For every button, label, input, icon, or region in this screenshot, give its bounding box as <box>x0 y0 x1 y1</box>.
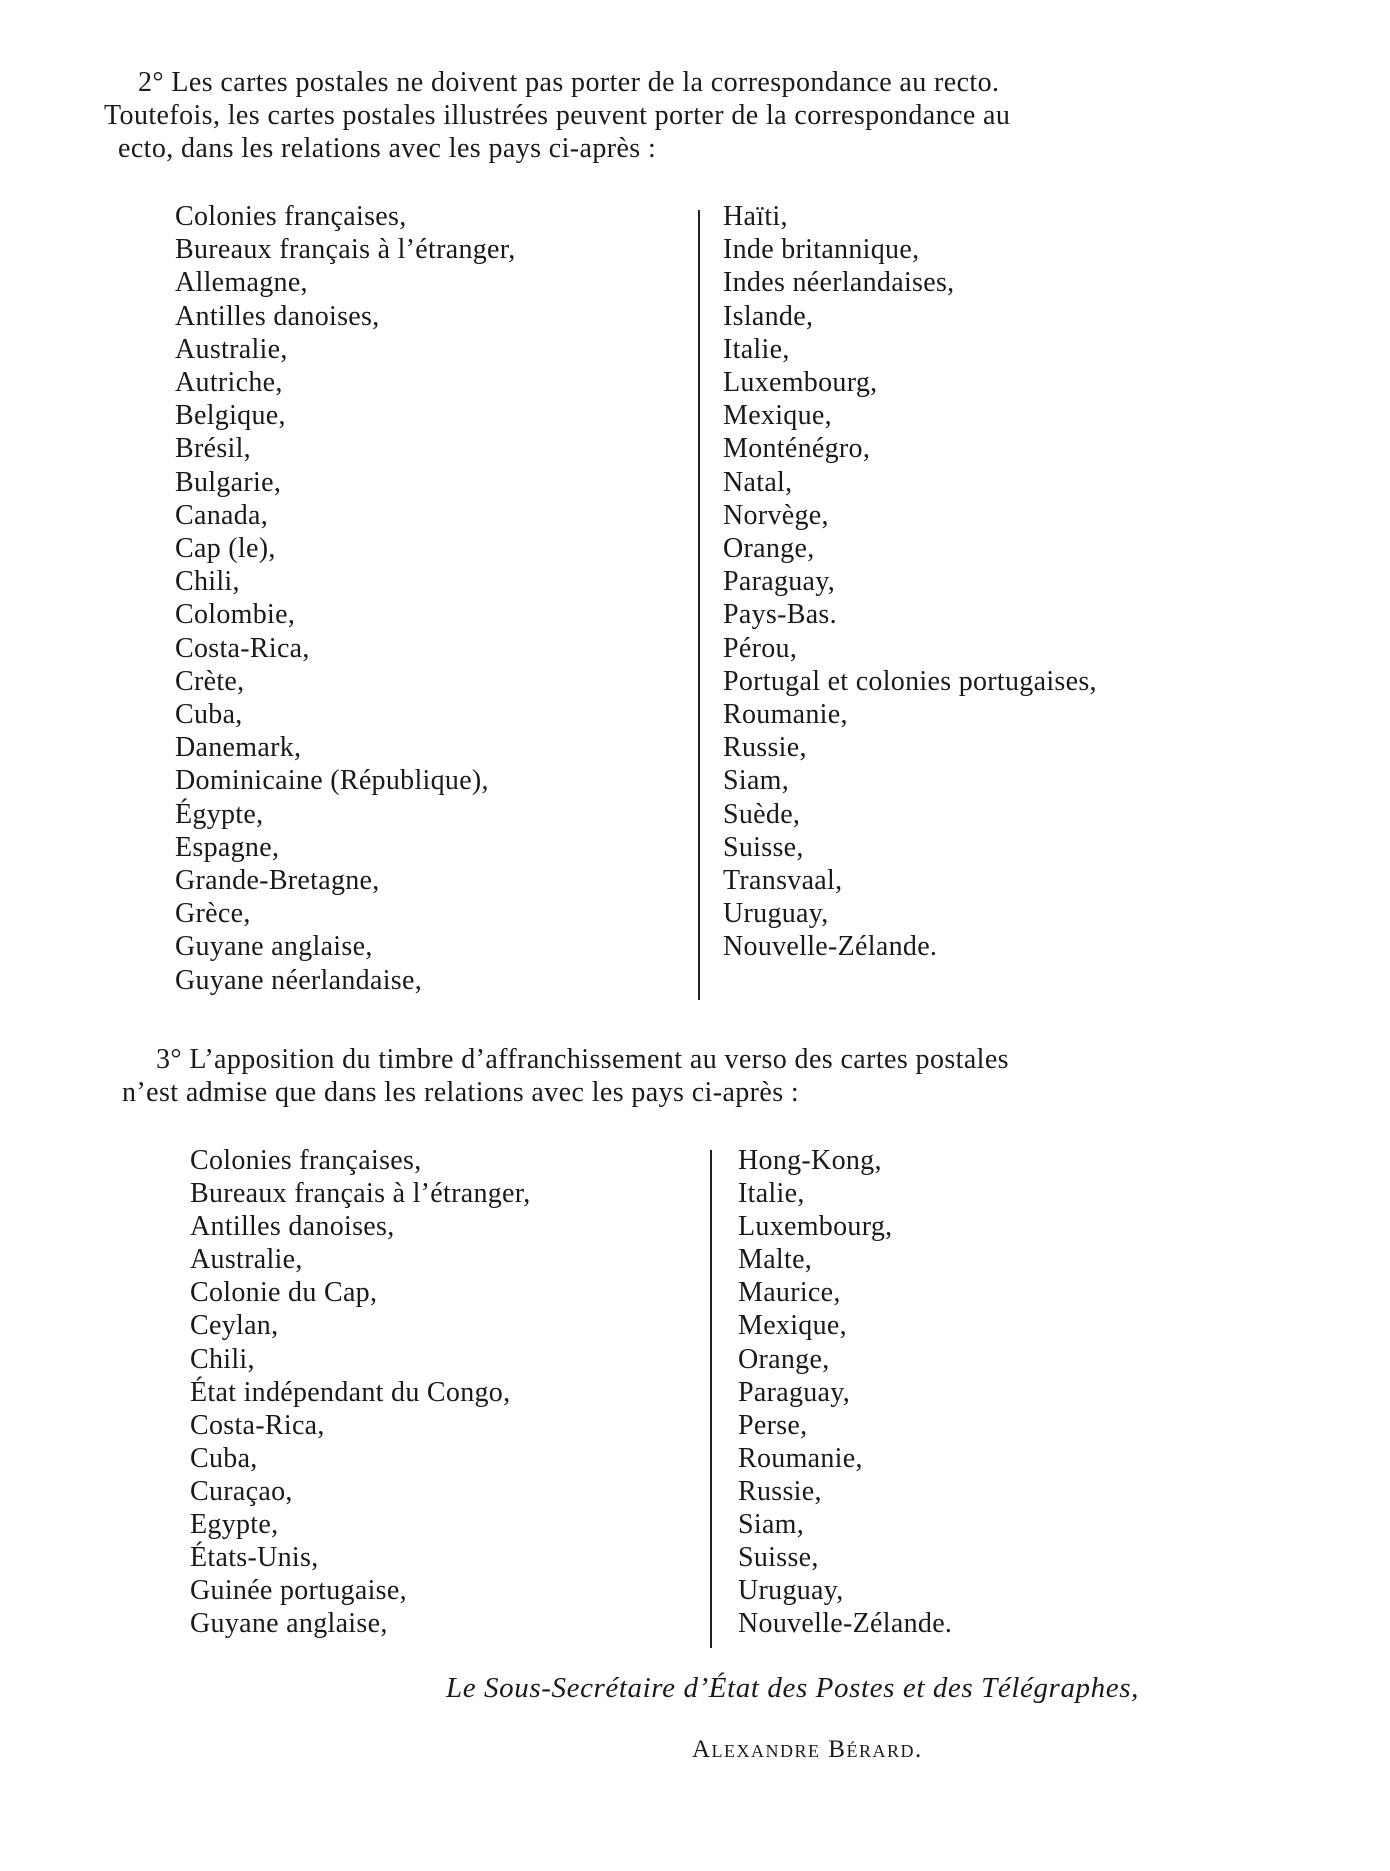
country-list-item: Australie, <box>190 1244 303 1276</box>
country-list-item: Antilles danoises, <box>190 1211 395 1243</box>
country-list-item: Grèce, <box>175 898 251 930</box>
country-list-item: États-Unis, <box>190 1542 319 1574</box>
country-list-item: Canada, <box>175 499 269 531</box>
country-list-item: Transvaal, <box>723 865 843 897</box>
country-list-item: Hong-Kong, <box>738 1145 882 1176</box>
country-list-item: Suisse, <box>723 831 804 863</box>
country-list-item: Costa-Rica, <box>175 632 310 664</box>
country-list-item: Autriche, <box>175 367 283 399</box>
section3-line: 3° L’apposition du timbre d’affranchissement au verso des cartes postales <box>156 1044 1009 1075</box>
country-list-item: Guyane néerlandaise, <box>175 964 422 996</box>
section3-line: n’est admise que dans les relations avec les pays ci-après : <box>122 1077 800 1108</box>
country-list-item: Cuba, <box>190 1442 258 1474</box>
country-list-item: Chili, <box>190 1343 255 1375</box>
country-list-item: Roumanie, <box>723 699 848 731</box>
section2-line: 2° Les cartes postales ne doivent pas porter de la correspondance au recto. <box>138 67 1000 98</box>
country-list-item: Siam, <box>738 1509 805 1541</box>
country-list-item: Paraguay, <box>723 566 836 598</box>
country-list-item: Mexique, <box>723 400 832 432</box>
country-list-item: Suisse, <box>738 1542 819 1574</box>
country-list-item: Colonie du Cap, <box>190 1277 378 1309</box>
country-list-item: Guyane anglaise, <box>190 1608 388 1640</box>
section2-right-country-list <box>723 200 1097 964</box>
signature-name: Alexandre Bérard. <box>692 1736 923 1763</box>
country-list-item: État indépendant du Congo, <box>190 1376 511 1408</box>
country-list-item: Uruguay, <box>738 1575 844 1607</box>
signature-title: Le Sous-Secrétaire d’État des Postes et des Télégraphes, <box>446 1672 1139 1704</box>
country-list-item: Malte, <box>738 1244 813 1276</box>
country-list-item: Dominicaine (République), <box>175 765 489 797</box>
country-list-item: Russie, <box>738 1475 822 1507</box>
country-list-item: Colombie, <box>175 599 296 631</box>
country-list-item: Grande-Bretagne, <box>175 865 380 897</box>
country-list-item: Brésil, <box>175 433 251 465</box>
country-list-item: Paraguay, <box>738 1376 851 1408</box>
section2-paragraph <box>104 66 1010 165</box>
section2-line: Toutefois, les cartes postales illustrées peuvent porter de la correspondance au <box>104 100 1011 131</box>
country-list-item: Nouvelle-Zélande. <box>738 1608 953 1640</box>
country-list-item: Norvège, <box>723 499 829 531</box>
country-list-item: Danemark, <box>175 732 302 764</box>
section3-paragraph <box>122 1043 1009 1109</box>
section2-left-country-list <box>175 200 516 997</box>
country-list-item: Uruguay, <box>723 898 829 930</box>
country-list-item: Natal, <box>723 466 793 498</box>
country-list-item: Costa-Rica, <box>190 1409 325 1441</box>
country-list-item: Orange, <box>723 533 815 565</box>
country-list-item: Pays-Bas. <box>723 599 837 631</box>
country-list-item: Bureaux français à l’étranger, <box>175 234 516 266</box>
country-list-item: Curaçao, <box>190 1475 293 1507</box>
country-list-item: Bulgarie, <box>175 466 282 498</box>
country-list-item: Egypte, <box>190 1509 279 1541</box>
country-list-item: Guyane anglaise, <box>175 931 373 963</box>
country-list-item: Monténégro, <box>723 433 871 465</box>
country-list-item: Siam, <box>723 765 790 797</box>
country-list-item: Pérou, <box>723 632 798 664</box>
country-list-item: Antilles danoises, <box>175 300 380 332</box>
country-list-item: Australie, <box>175 333 288 365</box>
country-list-item: Perse, <box>738 1409 808 1441</box>
country-list-item: Luxembourg, <box>738 1211 893 1243</box>
country-list-item: Mexique, <box>738 1310 847 1342</box>
country-list-item: Allemagne, <box>175 267 308 299</box>
country-list-item: Luxembourg, <box>723 367 878 399</box>
country-list-item: Belgique, <box>175 400 286 432</box>
country-list-item: Portugal et colonies portugaises, <box>723 665 1097 697</box>
country-list-item: Orange, <box>738 1343 830 1375</box>
country-list-item: Bureaux français à l’étranger, <box>190 1178 531 1210</box>
section3-column-divider <box>710 1150 712 1648</box>
country-list-item: Russie, <box>723 732 807 764</box>
country-list-item: Islande, <box>723 300 814 332</box>
section2-line: ecto, dans les relations avec les pays ci-après : <box>118 133 657 164</box>
country-list-item: Colonies françaises, <box>175 201 407 232</box>
country-list-item: Ceylan, <box>190 1310 279 1342</box>
country-list-item: Colonies françaises, <box>190 1145 422 1176</box>
country-list-item: Cuba, <box>175 699 243 731</box>
country-list-item: Crète, <box>175 665 245 697</box>
country-list-item: Maurice, <box>738 1277 841 1309</box>
country-list-item: Roumanie, <box>738 1442 863 1474</box>
section3-right-country-list <box>738 1144 952 1640</box>
country-list-item: Italie, <box>723 333 790 365</box>
country-list-item: Égypte, <box>175 798 264 830</box>
country-list-item: Italie, <box>738 1178 805 1210</box>
country-list-item: Haïti, <box>723 201 788 232</box>
country-list-item: Nouvelle-Zélande. <box>723 931 938 963</box>
country-list-item: Cap (le), <box>175 533 276 565</box>
country-list-item: Inde britannique, <box>723 234 920 266</box>
section3-left-country-list <box>190 1144 531 1640</box>
country-list-item: Suède, <box>723 798 801 830</box>
country-list-item: Chili, <box>175 566 240 598</box>
country-list-item: Guinée portugaise, <box>190 1575 407 1607</box>
country-list-item: Indes néerlandaises, <box>723 267 955 299</box>
country-list-item: Espagne, <box>175 831 280 863</box>
section2-column-divider <box>698 210 700 1000</box>
